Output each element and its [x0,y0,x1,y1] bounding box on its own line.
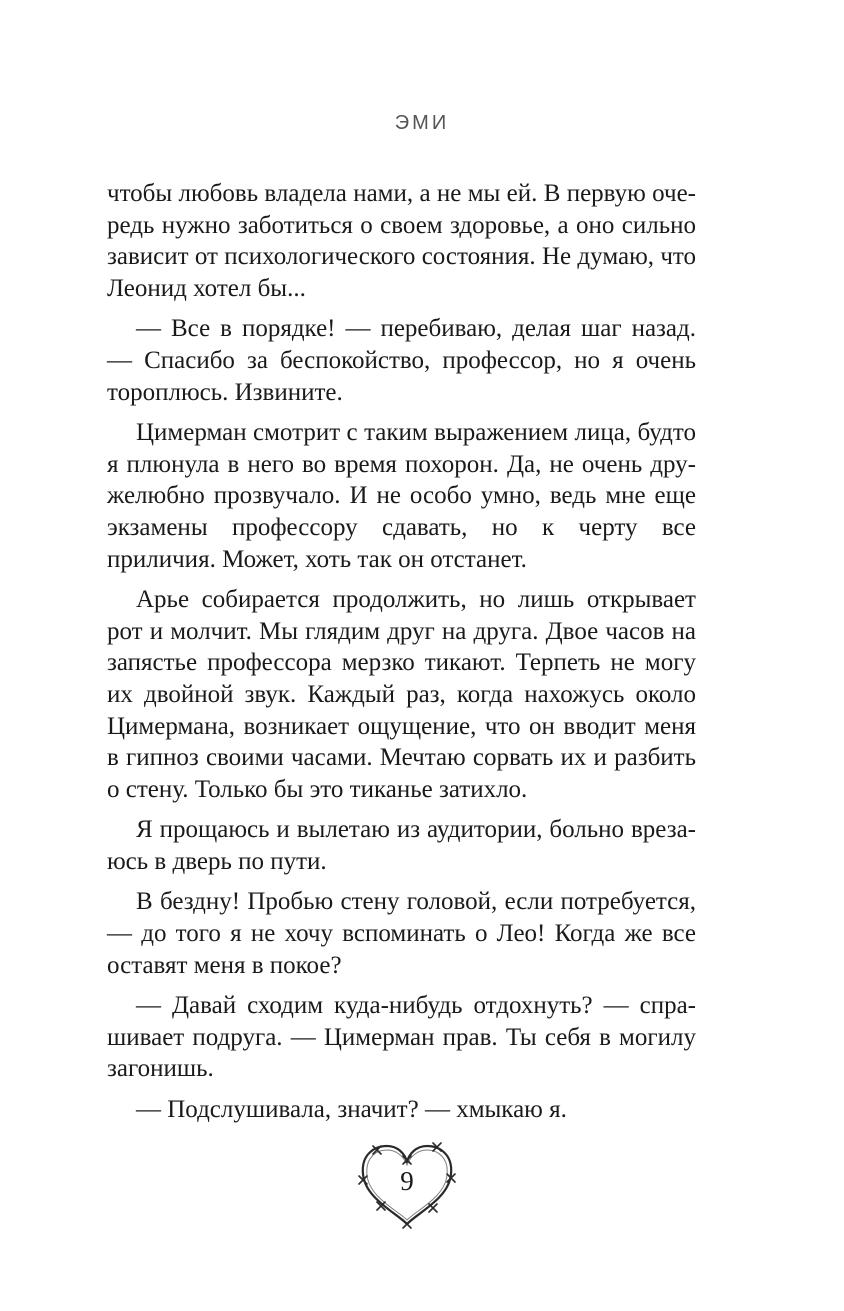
running-head: ЭМИ [394,112,450,134]
paragraph: Арье собирается продолжить, но лишь открывает рот и молчит. Мы глядим друг на друга. Двое часов на запястье профессора мерзко тикают. Терпеть не могу их двойной звук. Каждый раз, когда нахожусь около Цимермана, возникает ощущение, что он вводит меня в гипноз своими часами. Мечтаю сорвать их и разбить о стену. Только бы это тиканье затихло. [107,586,696,803]
paragraph: — Подслушивала, значит? — хмыкаю я. [136,1096,567,1124]
paragraph: Я прощаюсь и вылетаю из аудитории, больно врезаюсь в дверь по пути. [107,816,696,875]
paragraph: В бездну! Пробью стену головой, если потребуется, — до того я не хочу вспоминать о Лео! Когда же все оставят меня в покое? [107,888,696,979]
page-folio [355,1140,459,1232]
paragraph: — Давай сходим куда-нибудь отдохнуть? — спрашивает подруга. — Цимерман прав. Ты себя в могилу загонишь. [107,992,696,1083]
paragraph: — Все в порядке! — перебиваю, делая шаг назад. — Спасибо за беспокойство, профессор, но я очень тороплюсь. Извините. [107,315,696,406]
body-text [107,178,696,1126]
page-number: 9 [400,1166,414,1196]
paragraph: чтобы любовь владела нами, а не мы ей. В первую очередь нужно заботиться о своем здоровье, а оно сильно зависит от психологического состояния. Не думаю, что Леонид хотел бы... [107,180,696,302]
paragraph: Цимерман смотрит с таким выражением лица, будто я плюнула в него во время похорон. Да, не очень дружелюбно прозвучало. И не особо умно, ведь мне еще экзамены профессору сдавать, но к черту все приличия. Может, хоть так он отстанет. [107,419,696,573]
